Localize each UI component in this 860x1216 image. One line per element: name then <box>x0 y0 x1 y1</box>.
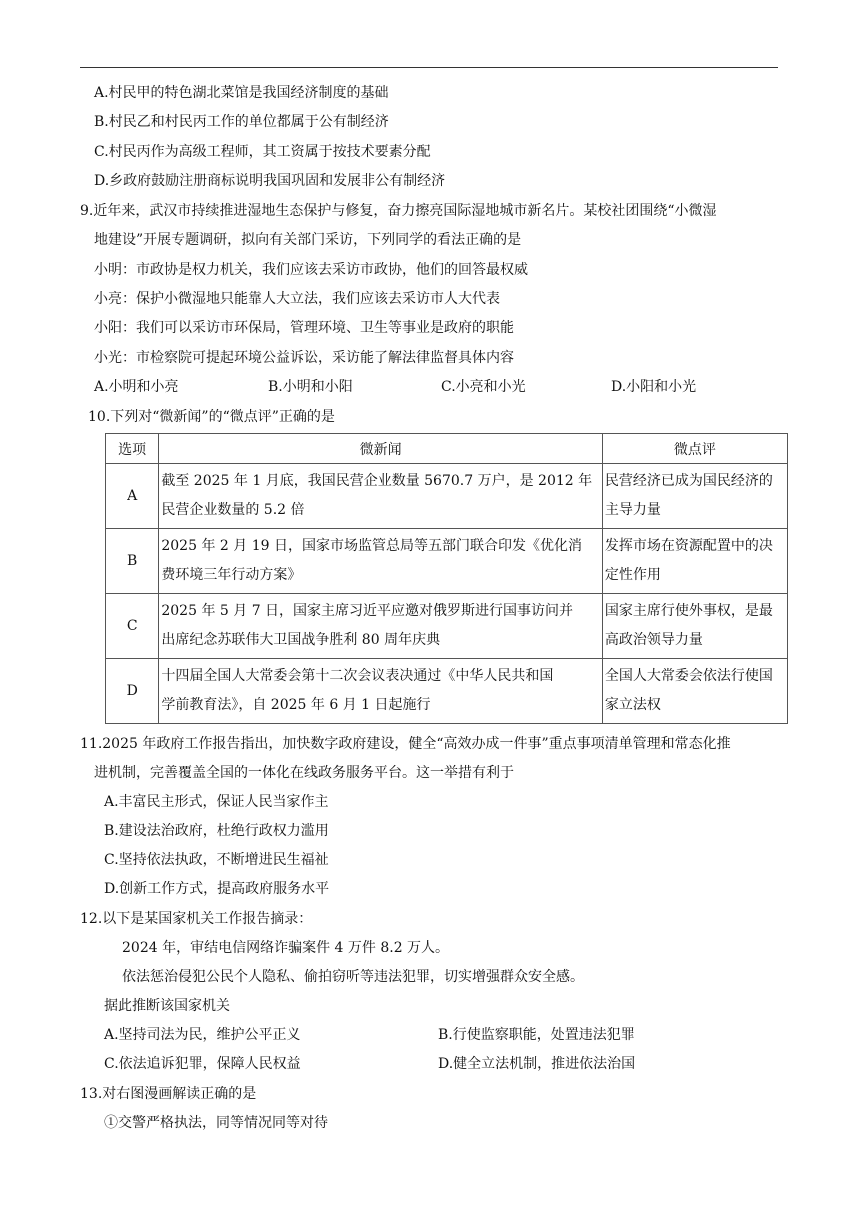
row-news-line: 费环境三年行动方案》 <box>161 567 302 583</box>
row-news <box>159 659 602 724</box>
row-option: D <box>106 659 159 724</box>
q9-option-c: C.小亮和小光 <box>441 379 526 395</box>
row-option: B <box>106 529 159 594</box>
q9-view-xiaoyang: 小阳：我们可以采访市环保局，管理环境、卫生等事业是政府的职能 <box>94 320 514 336</box>
row-news <box>159 464 602 529</box>
q12-ask: 据此推断该国家机关 <box>104 998 230 1014</box>
q11-option-b: B.建设法治政府，杜绝行政权力滥用 <box>104 823 329 839</box>
row-comment-line: 家立法权 <box>604 697 661 713</box>
row-comment <box>602 529 787 594</box>
row-comment <box>602 594 787 659</box>
q11-option-a: A.丰富民主形式，保证人民当家作主 <box>104 794 329 810</box>
q8-option-b: B.村民乙和村民丙工作的单位都属于公有制经济 <box>94 114 389 130</box>
q13-stem: 13.对右图漫画解读正确的是 <box>80 1086 257 1102</box>
q9-view-xiaoguang: 小光：市检察院可提起环境公益诉讼，采访能了解法律监督具体内容 <box>94 350 514 366</box>
q9-option-a: A.小明和小亮 <box>94 379 179 395</box>
table-row <box>106 529 788 594</box>
row-news-line: 2025 年 2 月 19 日，国家市场监管总局等五部门联合印发《优化消 <box>161 538 582 554</box>
row-news <box>159 529 602 594</box>
row-news <box>159 594 602 659</box>
q13-item1: ①交警严格执法，同等情况同等对待 <box>104 1115 328 1131</box>
row-news-line: 截至 2025 年 1 月底，我国民营企业数量 5670.7 万户，是 2012 年 <box>161 473 593 489</box>
row-comment-line: 发挥市场在资源配置中的决 <box>604 538 773 554</box>
q12-option-a: A.坚持司法为民，维护公平正义 <box>104 1027 301 1043</box>
q12-option-c: C.依法追诉犯罪，保障人民权益 <box>104 1056 301 1072</box>
q9-option-d: D.小阳和小光 <box>611 379 697 395</box>
row-comment <box>602 659 787 724</box>
header-news: 微新闻 <box>159 434 602 464</box>
row-news-line: 十四届全国人大常委会第十二次会议表决通过《中华人民共和国 <box>161 668 554 684</box>
q9-stem-line1: 9.近年来，武汉市持续推进湿地生态保护与修复，奋力擦亮国际湿地城市新名片。某校社团围绕“小微湿 <box>80 203 717 219</box>
table-header-row <box>106 434 788 464</box>
row-comment-line: 主导力量 <box>604 502 661 518</box>
header-option: 选项 <box>106 434 159 464</box>
row-comment-line: 全国人大常委会依法行使国 <box>604 668 773 684</box>
q10-news-table <box>105 433 788 724</box>
table-row <box>106 594 788 659</box>
q12-excerpt-line2: 依法惩治侵犯公民个人隐私、偷拍窃听等违法犯罪，切实增强群众安全感。 <box>122 969 584 985</box>
q11-option-c: C.坚持依法执政，不断增进民生福祉 <box>104 852 329 868</box>
table-row <box>106 464 788 529</box>
q10-stem: 10.下列对“微新闻”的“微点评”正确的是 <box>88 409 335 425</box>
q8-option-a: A.村民甲的特色湖北菜馆是我国经济制度的基础 <box>94 85 389 101</box>
q9-option-b: B.小明和小阳 <box>268 379 353 395</box>
q9-view-xiaoming: 小明：市政协是权力机关，我们应该去采访市政协，他们的回答最权威 <box>94 262 528 278</box>
row-news-line: 民营企业数量的 5.2 倍 <box>161 502 305 518</box>
row-news-line: 出席纪念苏联伟大卫国战争胜利 80 周年庆典 <box>161 632 441 648</box>
q9-view-xiaoliang: 小亮：保护小微湿地只能靠人大立法，我们应该去采访市人大代表 <box>94 291 500 307</box>
q12-option-d: D.健全立法机制，推进依法治国 <box>438 1056 636 1072</box>
row-option: C <box>106 594 159 659</box>
row-comment-line: 国家主席行使外事权，是最 <box>604 603 773 619</box>
row-comment-line: 民营经济已成为国民经济的 <box>604 473 773 489</box>
q11-stem-line1: 11.2025 年政府工作报告指出，加快数字政府建设，健全“高效办成一件事”重点事项清单管理和常态化推 <box>80 736 731 752</box>
row-comment-line: 高政治领导力量 <box>604 632 703 648</box>
row-option: A <box>106 464 159 529</box>
q12-stem: 12.以下是某国家机关工作报告摘录： <box>80 911 313 927</box>
row-comment-line: 定性作用 <box>604 567 661 583</box>
q8-option-c: C.村民丙作为高级工程师，其工资属于按技术要素分配 <box>94 144 431 160</box>
q12-option-b: B.行使监察职能，处置违法犯罪 <box>438 1027 635 1043</box>
q11-option-d: D.创新工作方式，提高政府服务水平 <box>104 881 330 897</box>
q11-stem-line2: 进机制，完善覆盖全国的一体化在线政务服务平台。这一举措有利于 <box>94 765 514 781</box>
q12-excerpt-line1: 2024 年，审结电信网络诈骗案件 4 万件 8.2 万人。 <box>122 940 450 956</box>
table-row <box>106 659 788 724</box>
header-rule <box>80 67 778 68</box>
row-news-line: 2025 年 5 月 7 日，国家主席习近平应邀对俄罗斯进行国事访问并 <box>161 603 574 619</box>
row-comment <box>602 464 787 529</box>
header-comment: 微点评 <box>602 434 787 464</box>
q9-stem-line2: 地建设”开展专题调研，拟向有关部门采访，下列同学的看法正确的是 <box>94 232 522 248</box>
row-news-line: 学前教育法》，自 2025 年 6 月 1 日起施行 <box>161 697 431 713</box>
q8-option-d: D.乡政府鼓励注册商标说明我国巩固和发展非公有制经济 <box>94 173 446 189</box>
